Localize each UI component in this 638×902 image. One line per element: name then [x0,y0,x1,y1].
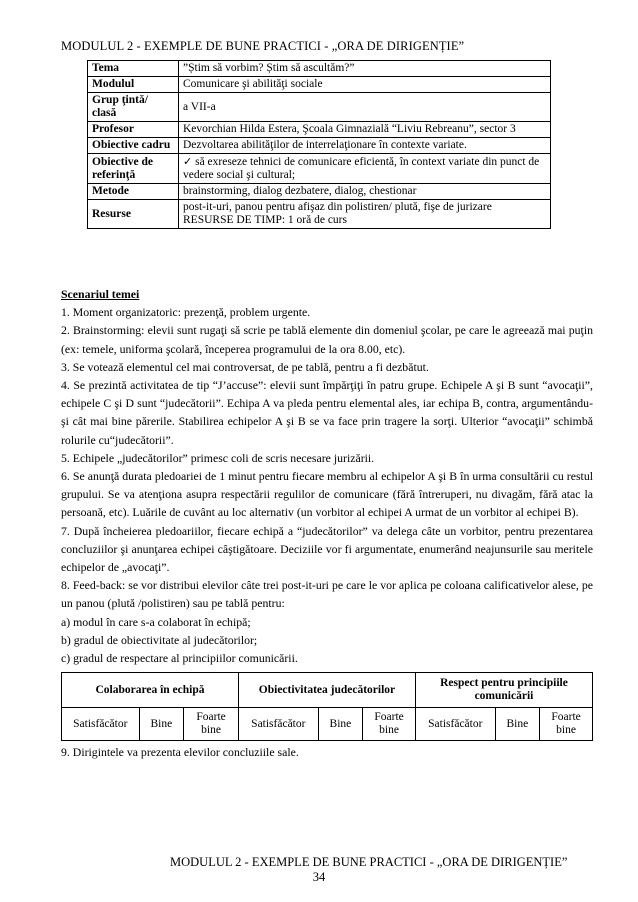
table-row [88,61,551,77]
row-value-grup-tinta: a VII-a [179,93,551,122]
row-key-tema: Tema [88,61,179,77]
scenario-step-1: 1. Moment organizatoric: prezenţă, problem urgente. [61,305,311,320]
row-value-obiective-referinta [179,154,551,184]
row-key-metode: Metode [88,184,179,200]
scenario-step-4: 4. Se prezintă activitatea de tip “J’accuse”: elevii sunt împărţiţi în patru grupe. Echipele A şi B sunt “avocaţii”, echipele C şi D sunt “judecătorii”. Echipa A va pleda pentru elemental ales, iar echipa B, contra, argumentându-şi cât mai bine părerile. Stabilirea echipelor A şi B se va face prin tragere la sorţi. Ulterior “avocaţii” schimbă rolurile cu“judecătorii”. [61,378,593,447]
evaluation-table [61,672,593,741]
rating-foarte-bine: Foarte bine [184,708,239,741]
objective-text: să exreseze tehnici de comunicare eficientă, în context variate din punct de vedere social şi cultural; [183,156,540,181]
row-value-obiective-cadru: Dezvoltarea abilităţilor de interrelaţionare în contexte variate. [179,138,551,154]
rating-foarte-bine: Foarte bine [363,708,416,741]
table-row [62,708,593,741]
rating-satisfactor: Satisfăcător [238,708,318,741]
row-value-profesor: Kevorchian Hilda Estera, Şcoala Gimnazială “Liviu Rebreanu”, sector 3 [179,122,551,138]
group-header-collaboration: Colaborarea în echipă [62,673,239,708]
scenario-step-7: 7. După încheierea pledoariilor, fiecare echipă a “judecătorilor” va delega câte un vorbitor, pentru prezentarea concluziilor şi anunţarea echipei câştigătoare. Deciziile vor fi argumentate, enumerând neajunsurile sau meritele echipelor de „avocaţi”. [61,523,593,575]
scenario-title: Scenariul temei [61,287,140,301]
row-key-grup-tinta: Grup ţintă/ clasă [88,93,179,122]
table-row [62,673,593,708]
scenario-step-2: 2. Brainstorming: elevii sunt rugaţi să scrie pe tablă elemente din domeniul şcolar, pe care le agreează mai puţin (ex: temele, uniforma şcolară, începerea programului de la ora 8.00, etc). [61,323,593,356]
table-row [88,122,551,138]
row-value-metode: brainstorming, dialog dezbatere, dialog, chestionar [179,184,551,200]
row-key-obiective-cadru: Obiective cadru [88,138,179,154]
row-key-modulul: Modulul [88,77,179,93]
feedback-item-a: a) modul în care s-a colaborat în echipă; [61,614,251,629]
scenario-step-8: 8. Feed-back: se vor distribui elevilor câte trei post-it-uri pe care le vor aplica pe coloana calificativelor alese, pe un panou (plută /polistiren) sau pe tablă pentru: [61,578,593,611]
page-header: MODULUL 2 - EXEMPLE DE BUNE PRACTICI - „ORA DE DIRIGENȚIE” [61,39,465,53]
lesson-info-table [87,60,551,229]
scenario-step-5: 5. Echipele „judecătorilor” primesc coli de scris necesare jurizării. [61,450,375,465]
row-key-profesor: Profesor [88,122,179,138]
feedback-item-b: b) gradul de obiectivitate al judecătorilor; [61,632,258,647]
table-row [88,93,551,122]
table-row [88,200,551,229]
group-header-communication: Respect pentru principiile comunicării [415,673,592,708]
checkmark-icon: ✓ [183,155,193,168]
table-row [88,154,551,184]
row-value-modulul: Comunicare şi abilităţi sociale [179,77,551,93]
row-key-obiective-referinta: Obiective de referinţă [88,154,179,184]
group-header-objectivity: Obiectivitatea judecătorilor [238,673,415,708]
scenario-step-3: 3. Se votează elementul cel mai controversat, de pe tablă, pentru a fi dezbătut. [61,359,429,374]
page-footer: MODULUL 2 - EXEMPLE DE BUNE PRACTICI - „ORA DE DIRIGENȚIE” [170,855,568,869]
scenario-step-6: 6. Se anunţă durata pledoariei de 1 minut pentru fiecare membru al echipelor A şi B în urma consultării cu restul grupului. Se va atenţiona asupra respectării regulilor de comunicare (fără întreruperi, nu divagăm, fără atac la persoană, etc). Luările de cuvânt au loc alternativ (un vorbitor al echipei A urmat de un vorbitor al echipei B). [61,469,593,520]
rating-bine: Bine [139,708,184,741]
feedback-item-c: c) gradul de respectare al principiilor comunicării. [61,651,298,666]
table-row [88,138,551,154]
row-value-tema: ”Știm să vorbim? Știm să ascultăm?” [179,61,551,77]
time-resources-text: RESURSE DE TIMP: 1 oră de curs [183,214,347,226]
page-number: 34 [312,870,326,884]
scenario-section [61,285,593,667]
table-row [88,77,551,93]
table-row [88,184,551,200]
resources-text: post-it-uri, panou pentru afişaz din polistiren/ plută, fişe de jurizare [183,201,492,213]
row-value-resurse [179,200,551,229]
scenario-step-9: 9. Dirigintele va prezenta elevilor concluziile sale. [61,745,299,759]
row-key-resurse: Resurse [88,200,179,229]
rating-foarte-bine: Foarte bine [540,708,593,741]
rating-bine: Bine [495,708,540,741]
rating-satisfactor: Satisfăcător [415,708,495,741]
rating-satisfactor: Satisfăcător [62,708,140,741]
rating-bine: Bine [318,708,363,741]
